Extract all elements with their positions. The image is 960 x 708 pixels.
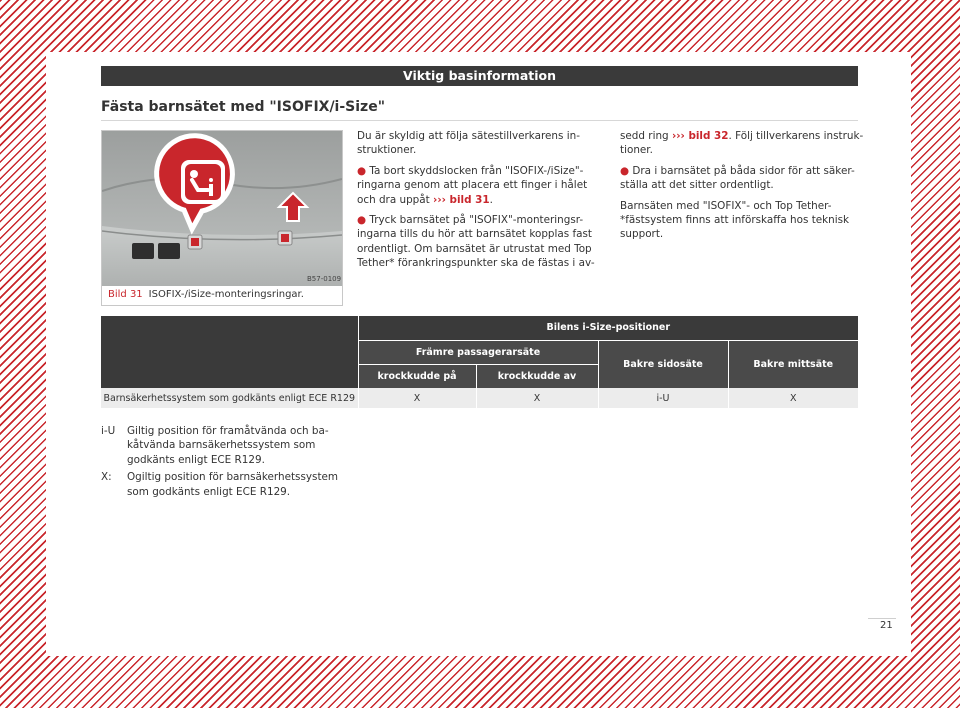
figure-code: B57-0109 <box>307 275 342 283</box>
page-number: 21 <box>880 620 893 631</box>
page-number-rule <box>868 618 896 619</box>
table-cell: X <box>476 388 598 408</box>
legend-item <box>101 470 351 499</box>
rear-side-header: Bakre sidosäte <box>598 340 728 388</box>
row-label: Barnsäkerhetssystem som godkänts enligt ECE R129 <box>101 388 358 408</box>
isofix-photo <box>102 131 342 286</box>
table-cell: X <box>728 388 858 408</box>
bullet-icon: ● <box>357 164 367 177</box>
continued-text: sedd ring ››› bild 32. Följ tillverkarens instruk-tioner. <box>620 130 864 157</box>
bullet-item: ● Dra i barnsätet på båda sidor för att säker-ställa att det sitter ordentligt. <box>620 164 855 192</box>
reference-link[interactable]: ››› bild 31 <box>433 193 490 206</box>
table-corner <box>101 316 358 388</box>
rear-middle-header: Bakre mittsäte <box>728 340 858 388</box>
bullet-icon: ● <box>620 164 630 177</box>
airbag-on-header: krockkudde på <box>358 364 476 388</box>
reference-link[interactable]: ››› bild 32 <box>671 130 729 142</box>
text-column-2 <box>620 129 865 248</box>
legend-key: X: <box>101 471 112 484</box>
legend-text: Ogiltig position för barnsäkerhetssystem som godkänts enligt ECE R129. <box>127 471 339 498</box>
table-legend <box>101 424 351 502</box>
legend-item <box>101 424 351 467</box>
legend-key: i-U <box>101 425 116 437</box>
bullet-item: ● Tryck barnsätet på "ISOFIX"-monteringsr-ingarna tills du hör att barnsätet kopplas fast ordentligt. Om barnsätet är utrustat med Top Tether* förankringspunkter ska de fästas i av- <box>357 214 595 270</box>
bullet-icon: ● <box>357 214 367 227</box>
isize-positions-table <box>101 316 858 408</box>
legend-text: Giltig position för framåtvända och ba-kåtvända barnsäkerhetssystem som godkänts enligt ECE R129. <box>127 425 329 466</box>
title-divider <box>101 120 858 121</box>
table-cell: i-U <box>598 388 728 408</box>
figure-31 <box>101 130 343 306</box>
table-row <box>101 388 858 408</box>
note-text: Barnsäten med "ISOFIX"- och Top Tether-*fästsystem finns att införskaffa hos teknisk support. <box>620 199 850 241</box>
figure-caption <box>108 289 304 300</box>
bullet-item: ● Ta bort skyddslocken från "ISOFIX-/iSize"-ringarna genom att placera ett finger i hålet och dra uppåt ››› bild 31. <box>357 164 588 206</box>
group-header: Bilens i-Size-positioner <box>358 316 858 340</box>
table-cell: X <box>358 388 476 408</box>
front-seat-header: Främre passagerarsäte <box>358 340 598 364</box>
figure-caption-text: ISOFIX-/iSize-monteringsringar. <box>148 289 304 300</box>
text-column-1 <box>357 129 602 277</box>
page-title: Fästa barnsätet med "ISOFIX/i-Size" <box>101 99 385 115</box>
section-header: Viktig basinformation <box>101 66 858 86</box>
airbag-off-header: krockkudde av <box>476 364 598 388</box>
intro-text: Du är skyldig att följa sätestillverkarens in-struktioner. <box>357 130 580 157</box>
figure-label: Bild 31 <box>108 289 143 300</box>
